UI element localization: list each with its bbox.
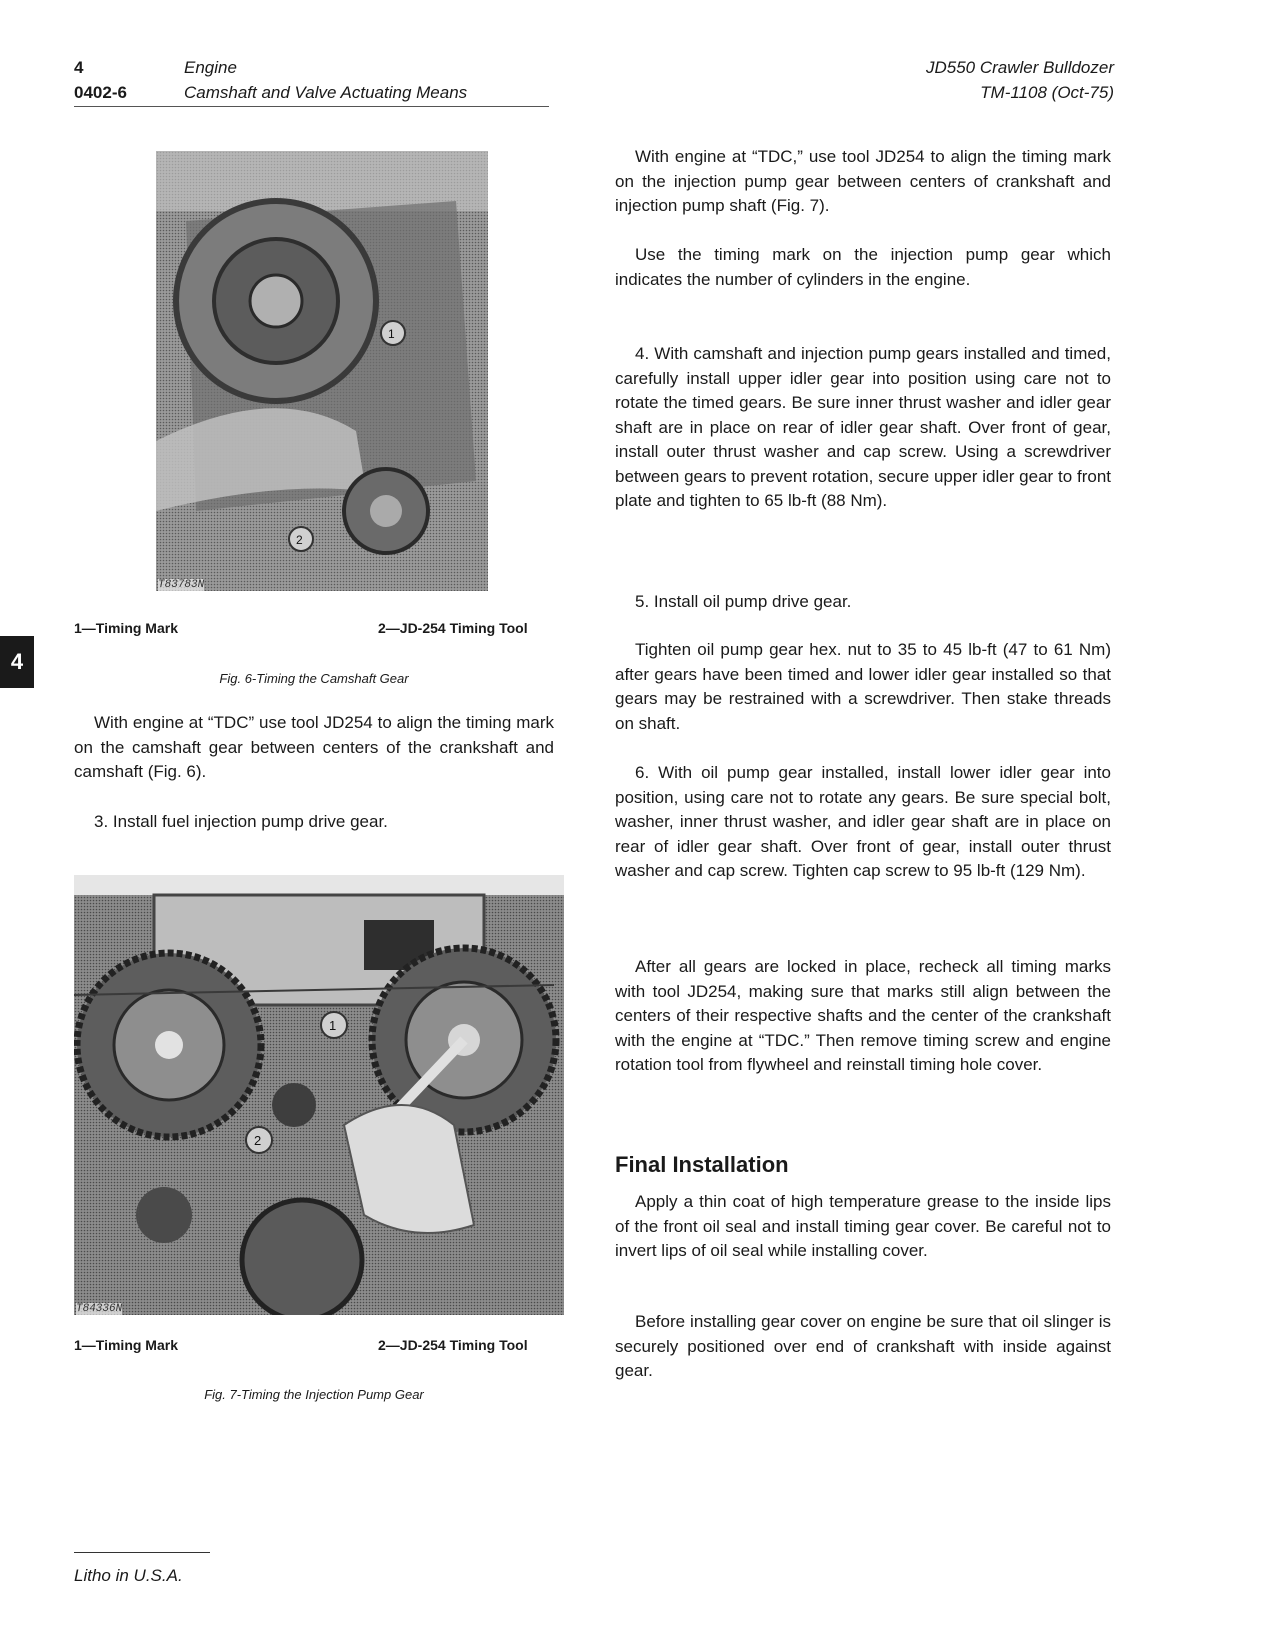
- figure-6-photo: [156, 151, 488, 591]
- injection-pump-gear-illustration: [74, 875, 564, 1315]
- svg-text:1: 1: [329, 1018, 337, 1033]
- figure-7-label-1: 1—Timing Mark: [74, 1337, 178, 1353]
- header-rule: [74, 106, 549, 107]
- figure-6-photo-id: T83783N: [158, 579, 205, 591]
- figure-6-caption: Fig. 6-Timing the Camshaft Gear: [219, 671, 409, 686]
- svg-text:1: 1: [388, 327, 395, 341]
- svg-text:2: 2: [296, 533, 303, 547]
- camshaft-gear-illustration: [156, 151, 488, 591]
- machine-name: JD550 Crawler Bulldozer: [925, 58, 1114, 77]
- right-paragraph-1: With engine at “TDC,” use tool JD254 to align the timing mark on the injection pump gear between centers of crankshaft and injection pump shaft (Fig. 7).: [615, 147, 1111, 215]
- left-paragraph-1: With engine at “TDC” use tool JD254 to align the timing mark on the camshaft gear between centers of the crankshaft and camshaft (Fig. 6).: [74, 713, 554, 781]
- final-installation-paragraph-2: Before installing gear cover on engine be sure that oil slinger is securely positioned over end of crankshaft with inside against gear.: [615, 1312, 1111, 1380]
- final-installation-heading: Final Installation: [615, 1152, 789, 1177]
- right-paragraph-3: 4. With camshaft and injection pump gears installed and timed, carefully install upper idler gear into position using care not to rotate the timed gears. Be sure inner thrust washer and idler gear shaft are in place on rear of idler gear shaft. Over front of gear, install outer thrust washer and cap screw. Using a screwdriver between gears to prevent rotation, secure upper idler gear to front plate and tighten to 65 lb-ft (88 Nm).: [615, 344, 1111, 510]
- subsection-title: Camshaft and Valve Actuating Means: [184, 83, 468, 102]
- section-title: Engine: [184, 58, 237, 77]
- page-code: 0402-6: [74, 83, 127, 102]
- figure-6-label-2: 2—JD-254 Timing Tool: [378, 620, 528, 636]
- section-number: 4: [74, 58, 84, 77]
- section-tab: 4: [0, 636, 34, 688]
- figure-7-photo: [74, 875, 564, 1315]
- footer-rule: [74, 1552, 210, 1553]
- figure-7-caption: Fig. 7-Timing the Injection Pump Gear: [204, 1387, 424, 1402]
- svg-text:2: 2: [254, 1133, 262, 1148]
- right-paragraph-2: Use the timing mark on the injection pump gear which indicates the number of cylinders in the engine.: [615, 245, 1111, 289]
- right-paragraph-5: Tighten oil pump gear hex. nut to 35 to 45 lb-ft (47 to 61 Nm) after gears have been timed and lower idler gear installed so that gears may be restrained with a screwdriver. Then stake threads on shaft.: [615, 640, 1111, 733]
- final-installation-paragraph-1: Apply a thin coat of high temperature grease to the inside lips of the front oil seal and install timing gear cover. Be careful not to invert lips of oil seal while installing cover.: [615, 1192, 1111, 1260]
- footer-text: Litho in U.S.A.: [74, 1566, 183, 1585]
- right-paragraph-7: After all gears are locked in place, recheck all timing marks with tool JD254, making sure that marks still align between the centers of their respective shafts and the center of the crankshaft with the engine at “TDC.” Then remove timing screw and engine rotation tool from flywheel and reinstall timing hole cover.: [615, 957, 1111, 1074]
- manual-code: TM-1108 (Oct-75): [980, 83, 1114, 102]
- left-paragraph-2: 3. Install fuel injection pump drive gear.: [94, 812, 388, 831]
- right-paragraph-4: 5. Install oil pump drive gear.: [635, 592, 852, 611]
- figure-7-photo-id: T84336N: [76, 1303, 123, 1315]
- right-paragraph-6: 6. With oil pump gear installed, install lower idler gear into position, using care not to rotate any gears. Be sure special bolt, washer, inner thrust washer, and idler gear shaft are in place on rear of idler gear shaft. Over front of gear, install outer thrust washer and cap screw. Tighten cap screw to 95 lb-ft (129 Nm).: [615, 763, 1111, 880]
- figure-7-label-2: 2—JD-254 Timing Tool: [378, 1337, 528, 1353]
- figure-6-label-1: 1—Timing Mark: [74, 620, 178, 636]
